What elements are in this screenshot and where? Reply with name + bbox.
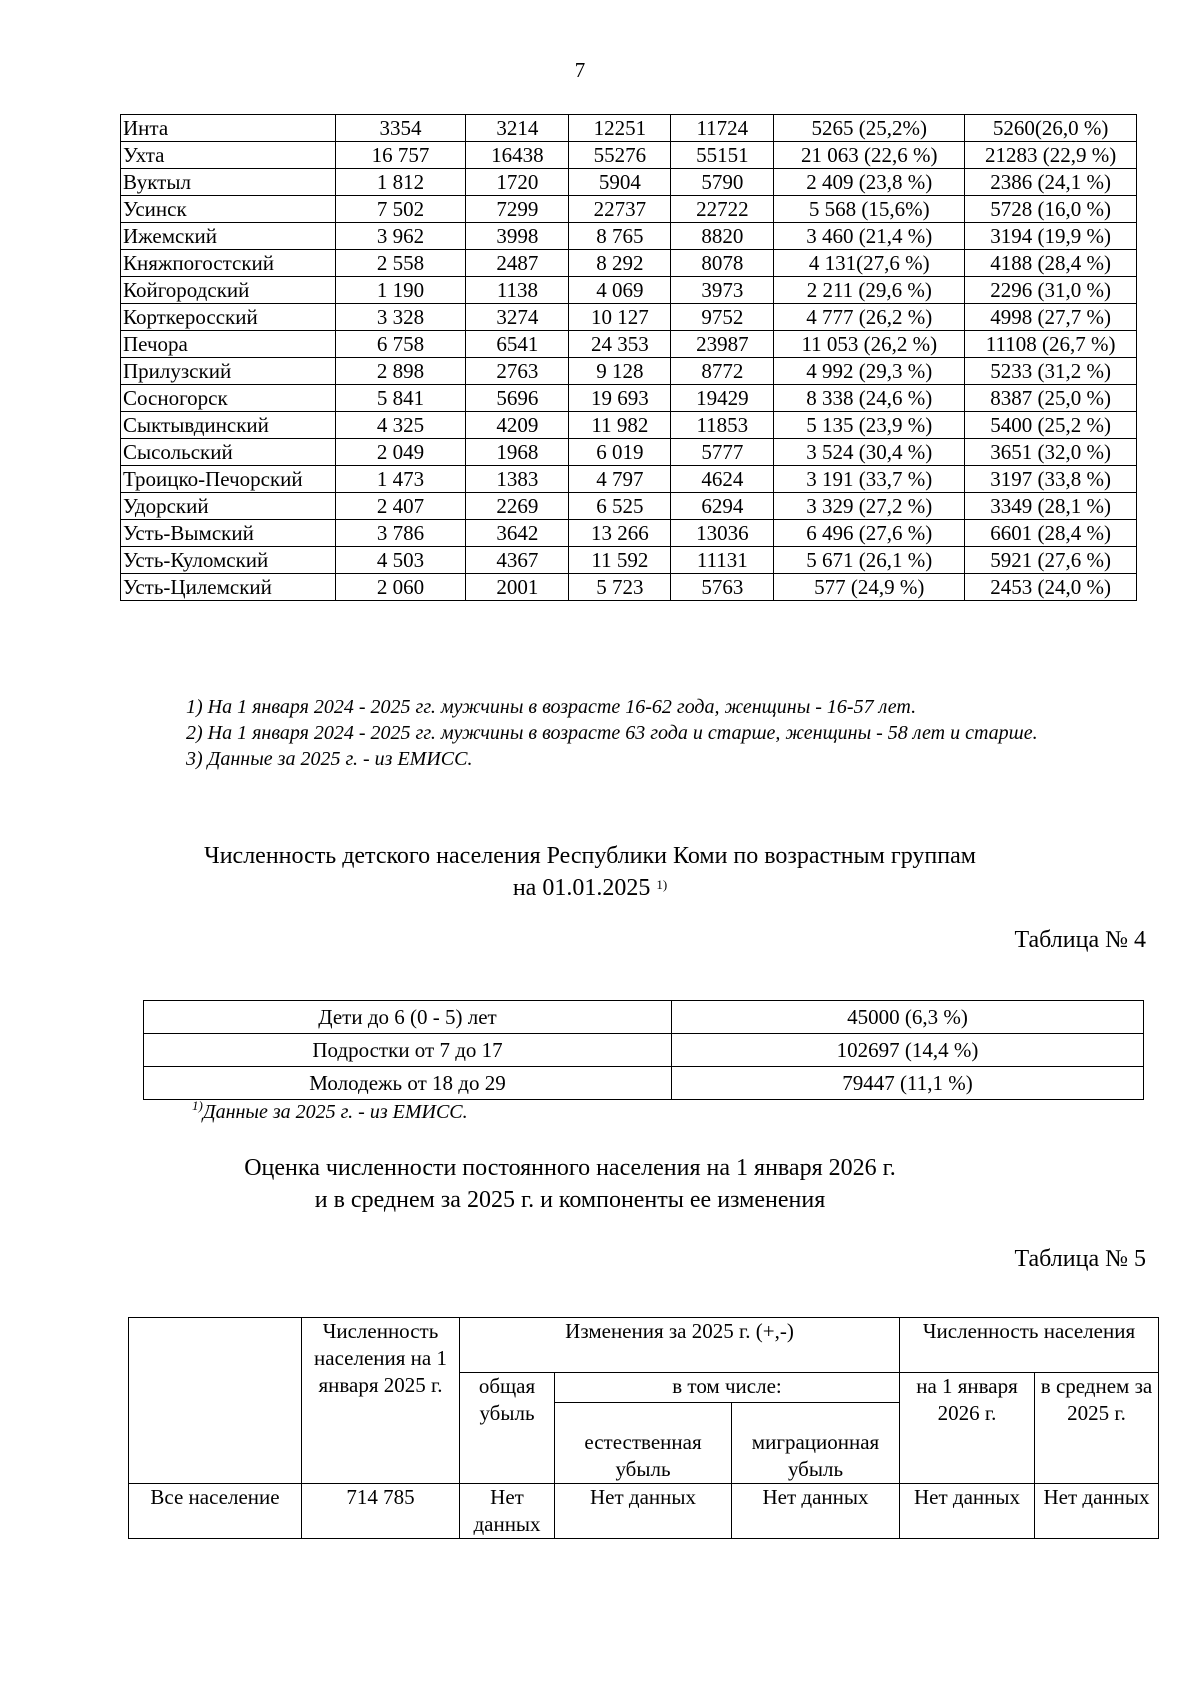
page-number: 7 (574, 58, 586, 82)
table-row (121, 547, 1137, 574)
value-cell: 55151 (671, 142, 774, 169)
value-cell: 1720 (466, 169, 569, 196)
value-cell: 21 063 (22,6 %) (774, 142, 965, 169)
value-cell: 11 982 (569, 412, 671, 439)
header-pop-start: Численность населения на 1 января 2025 г. (302, 1318, 460, 1484)
table-row (144, 1001, 1144, 1034)
value-cell: 11131 (671, 547, 774, 574)
value-cell: 5728 (16,0 %) (965, 196, 1137, 223)
districts-table (120, 114, 1137, 601)
table-row (121, 358, 1137, 385)
value-cell: 8820 (671, 223, 774, 250)
table-row (144, 1034, 1144, 1067)
value-cell: 3642 (466, 520, 569, 547)
table3-footnotes (186, 694, 1146, 772)
value-cell: 11 053 (26,2 %) (774, 331, 965, 358)
section4-title (0, 840, 1180, 904)
value-cell: 1 812 (335, 169, 466, 196)
value-cell: 8772 (671, 358, 774, 385)
value-cell: 13 266 (569, 520, 671, 547)
district-name-cell: Койгородский (121, 277, 336, 304)
value-cell: 2 409 (23,8 %) (774, 169, 965, 196)
value-cell: 4624 (671, 466, 774, 493)
value-cell: 6294 (671, 493, 774, 520)
on-jan-2026-cell: Нет данных (900, 1484, 1035, 1539)
empty-corner-cell (129, 1318, 302, 1484)
value-cell: 4 325 (335, 412, 466, 439)
count-cell: 102697 (14,4 %) (672, 1034, 1144, 1067)
value-cell: 1138 (466, 277, 569, 304)
age-group-cell: Дети до 6 (0 - 5) лет (144, 1001, 672, 1034)
district-name-cell: Ухта (121, 142, 336, 169)
value-cell: 2763 (466, 358, 569, 385)
value-cell: 2296 (31,0 %) (965, 277, 1137, 304)
value-cell: 4 777 (26,2 %) (774, 304, 965, 331)
table-row (121, 142, 1137, 169)
natural-loss-cell: Нет данных (555, 1484, 732, 1539)
value-cell: 4 503 (335, 547, 466, 574)
value-cell: 6 525 (569, 493, 671, 520)
header-avg-2025: в среднем за 2025 г. (1035, 1373, 1159, 1484)
district-name-cell: Усинск (121, 196, 336, 223)
value-cell: 5790 (671, 169, 774, 196)
table-row (121, 331, 1137, 358)
value-cell: 10 127 (569, 304, 671, 331)
section5-title-line1: Оценка численности постоянного населения на 1 января 2026 г. (244, 1155, 896, 1181)
value-cell: 3 191 (33,7 %) (774, 466, 965, 493)
value-cell: 1968 (466, 439, 569, 466)
value-cell: 3 962 (335, 223, 466, 250)
header-on-jan-2026: на 1 января 2026 г. (900, 1373, 1035, 1484)
value-cell: 3 328 (335, 304, 466, 331)
value-cell: 3197 (33,8 %) (965, 466, 1137, 493)
value-cell: 2001 (466, 574, 569, 601)
section5-title (0, 1152, 1140, 1216)
value-cell: 8387 (25,0 %) (965, 385, 1137, 412)
value-cell: 16438 (466, 142, 569, 169)
value-cell: 2 049 (335, 439, 466, 466)
age-group-cell: Подростки от 7 до 17 (144, 1034, 672, 1067)
district-name-cell: Инта (121, 115, 336, 142)
table-row (121, 223, 1137, 250)
value-cell: 8 292 (569, 250, 671, 277)
value-cell: 1 473 (335, 466, 466, 493)
table-row (121, 466, 1137, 493)
footnote-3: 3) Данные за 2025 г. - из ЕМИСС. (186, 748, 473, 770)
value-cell: 6541 (466, 331, 569, 358)
section4-title-line2: на 01.01.2025 (512, 875, 651, 901)
pop-start-cell: 714 785 (302, 1484, 460, 1539)
value-cell: 11108 (26,7 %) (965, 331, 1137, 358)
header-total-loss: общая убыль (460, 1373, 555, 1484)
district-name-cell: Усть-Вымский (121, 520, 336, 547)
table-row (121, 385, 1137, 412)
value-cell: 2453 (24,0 %) (965, 574, 1137, 601)
value-cell: 4 992 (29,3 %) (774, 358, 965, 385)
table-row (121, 520, 1137, 547)
value-cell: 3194 (19,9 %) (965, 223, 1137, 250)
district-name-cell: Корткеросский (121, 304, 336, 331)
value-cell: 3349 (28,1 %) (965, 493, 1137, 520)
value-cell: 22722 (671, 196, 774, 223)
children-table (143, 1000, 1144, 1100)
value-cell: 3274 (466, 304, 569, 331)
district-name-cell: Княжпогостский (121, 250, 336, 277)
value-cell: 5233 (31,2 %) (965, 358, 1137, 385)
table-row (129, 1484, 1159, 1539)
avg-2025-cell: Нет данных (1035, 1484, 1159, 1539)
district-name-cell: Удорский (121, 493, 336, 520)
value-cell: 3 329 (27,2 %) (774, 493, 965, 520)
value-cell: 4 069 (569, 277, 671, 304)
value-cell: 5 841 (335, 385, 466, 412)
value-cell: 16 757 (335, 142, 466, 169)
value-cell: 5400 (25,2 %) (965, 412, 1137, 439)
table-row (121, 439, 1137, 466)
value-cell: 5 723 (569, 574, 671, 601)
table-row (121, 277, 1137, 304)
footnote-2: 2) На 1 января 2024 - 2025 гг. мужчины в возрасте 63 года и старше, женщины - 58 лет и старше. (186, 722, 1038, 744)
district-name-cell: Вуктыл (121, 169, 336, 196)
count-cell: 79447 (11,1 %) (672, 1067, 1144, 1100)
value-cell: 22737 (569, 196, 671, 223)
value-cell: 5260(26,0 %) (965, 115, 1137, 142)
value-cell: 4188 (28,4 %) (965, 250, 1137, 277)
value-cell: 11724 (671, 115, 774, 142)
value-cell: 5763 (671, 574, 774, 601)
table4-footnote-sup: 1) (192, 1098, 203, 1113)
value-cell: 3973 (671, 277, 774, 304)
value-cell: 21283 (22,9 %) (965, 142, 1137, 169)
section5-title-line2: и в среднем за 2025 г. и компоненты ее изменения (314, 1187, 826, 1213)
value-cell: 3998 (466, 223, 569, 250)
table-row (121, 250, 1137, 277)
value-cell: 3 786 (335, 520, 466, 547)
value-cell: 12251 (569, 115, 671, 142)
value-cell: 7 502 (335, 196, 466, 223)
value-cell: 5265 (25,2%) (774, 115, 965, 142)
table4-footnote-text: Данные за 2025 г. - из ЕМИСС. (202, 1101, 468, 1123)
value-cell: 2 407 (335, 493, 466, 520)
header-pop-end: Численность населения (900, 1318, 1159, 1373)
value-cell: 6 758 (335, 331, 466, 358)
value-cell: 4367 (466, 547, 569, 574)
value-cell: 5696 (466, 385, 569, 412)
section4-title-line1: Численность детского населения Республики Коми по возрастным группам (204, 843, 976, 869)
value-cell: 8 338 (24,6 %) (774, 385, 965, 412)
district-name-cell: Сыктывдинский (121, 412, 336, 439)
value-cell: 1 190 (335, 277, 466, 304)
header-natural-loss: естественная убыль (555, 1403, 732, 1484)
value-cell: 2269 (466, 493, 569, 520)
value-cell: 5 135 (23,9 %) (774, 412, 965, 439)
district-name-cell: Троицко-Печорский (121, 466, 336, 493)
value-cell: 4209 (466, 412, 569, 439)
value-cell: 2 898 (335, 358, 466, 385)
value-cell: 2 558 (335, 250, 466, 277)
footnote-1: 1) На 1 января 2024 - 2025 гг. мужчины в возрасте 16-62 года, женщины - 16-57 лет. (186, 696, 917, 718)
value-cell: 9 128 (569, 358, 671, 385)
value-cell: 4 131(27,6 %) (774, 250, 965, 277)
value-cell: 2386 (24,1 %) (965, 169, 1137, 196)
table-row (121, 574, 1137, 601)
table-row (121, 412, 1137, 439)
header-migration-loss: миграционная убыль (732, 1403, 900, 1484)
value-cell: 5921 (27,6 %) (965, 547, 1137, 574)
value-cell: 9752 (671, 304, 774, 331)
district-name-cell: Прилузский (121, 358, 336, 385)
age-group-cell: Молодежь от 18 до 29 (144, 1067, 672, 1100)
district-name-cell: Ижемский (121, 223, 336, 250)
value-cell: 8 765 (569, 223, 671, 250)
value-cell: 6601 (28,4 %) (965, 520, 1137, 547)
value-cell: 6 496 (27,6 %) (774, 520, 965, 547)
value-cell: 23987 (671, 331, 774, 358)
value-cell: 13036 (671, 520, 774, 547)
value-cell: 3214 (466, 115, 569, 142)
value-cell: 5 568 (15,6%) (774, 196, 965, 223)
value-cell: 1383 (466, 466, 569, 493)
value-cell: 3 460 (21,4 %) (774, 223, 965, 250)
value-cell: 24 353 (569, 331, 671, 358)
row-label: Все население (129, 1484, 302, 1539)
value-cell: 2487 (466, 250, 569, 277)
district-name-cell: Печора (121, 331, 336, 358)
value-cell: 4 797 (569, 466, 671, 493)
total-loss-cell: Нет данных (460, 1484, 555, 1539)
district-name-cell: Сысольский (121, 439, 336, 466)
header-changes: Изменения за 2025 г. (+,-) (460, 1318, 900, 1373)
value-cell: 2 060 (335, 574, 466, 601)
value-cell: 5777 (671, 439, 774, 466)
value-cell: 2 211 (29,6 %) (774, 277, 965, 304)
value-cell: 11 592 (569, 547, 671, 574)
migration-loss-cell: Нет данных (732, 1484, 900, 1539)
value-cell: 55276 (569, 142, 671, 169)
table-row (121, 196, 1137, 223)
value-cell: 3651 (32,0 %) (965, 439, 1137, 466)
district-name-cell: Усть-Цилемский (121, 574, 336, 601)
value-cell: 11853 (671, 412, 774, 439)
table-row (121, 115, 1137, 142)
district-name-cell: Сосногорск (121, 385, 336, 412)
header-including: в том числе: (555, 1373, 900, 1403)
district-name-cell: Усть-Куломский (121, 547, 336, 574)
table-row (121, 493, 1137, 520)
table4-footnote (192, 1098, 468, 1124)
value-cell: 6 019 (569, 439, 671, 466)
table-header-row (129, 1318, 1159, 1373)
value-cell: 5904 (569, 169, 671, 196)
value-cell: 577 (24,9 %) (774, 574, 965, 601)
value-cell: 19429 (671, 385, 774, 412)
section4-title-sup: 1) (656, 877, 668, 892)
value-cell: 8078 (671, 250, 774, 277)
population-estimate-table (128, 1317, 1159, 1539)
value-cell: 3 524 (30,4 %) (774, 439, 965, 466)
value-cell: 19 693 (569, 385, 671, 412)
count-cell: 45000 (6,3 %) (672, 1001, 1144, 1034)
table4-label: Таблица № 4 (1014, 927, 1146, 953)
table-row (121, 304, 1137, 331)
value-cell: 4998 (27,7 %) (965, 304, 1137, 331)
value-cell: 5 671 (26,1 %) (774, 547, 965, 574)
table5-label: Таблица № 5 (1014, 1246, 1146, 1272)
value-cell: 7299 (466, 196, 569, 223)
value-cell: 3354 (335, 115, 466, 142)
table-row (144, 1067, 1144, 1100)
table-row (121, 169, 1137, 196)
